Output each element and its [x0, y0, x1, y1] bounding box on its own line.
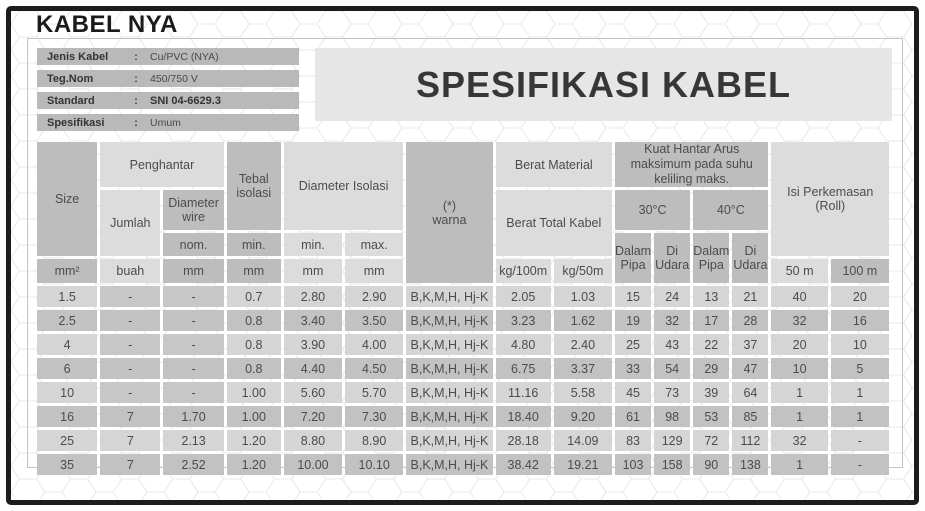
info-label: Standard	[47, 94, 95, 107]
cell-diameter_wire: 2.52	[163, 454, 223, 475]
cell-c40_di_udara: 138	[732, 454, 768, 475]
cell-jumlah: 7	[100, 454, 160, 475]
cell-kg_50m: 1.03	[554, 286, 612, 307]
cell-diameter_isolasi_max: 2.90	[345, 286, 403, 307]
cell-size: 1.5	[37, 286, 97, 307]
col-header-kuat-hantar: Kuat Hantar Arus maksimum pada suhu keliling maks.	[615, 142, 769, 187]
cell-kg_100m: 4.80	[496, 334, 551, 355]
cell-tebal_isolasi_min: 1.00	[227, 406, 281, 427]
cell-diameter_isolasi_min: 2.80	[284, 286, 342, 307]
col-header-40c: 40°C	[693, 190, 768, 230]
cell-c30_di_udara: 158	[654, 454, 690, 475]
col-header-min-dia: min.	[284, 233, 342, 256]
content	[11, 11, 914, 500]
cell-c30_dalam_pipa: 19	[615, 310, 651, 331]
cell-diameter_wire: -	[163, 358, 223, 379]
info-value: 450/750 V	[150, 72, 198, 85]
cell-warna: B,K,M,H, Hj-K	[406, 430, 492, 451]
cell-warna: B,K,M,H, Hj-K	[406, 406, 492, 427]
cell-diameter_isolasi_min: 10.00	[284, 454, 342, 475]
cell-jumlah: -	[100, 286, 160, 307]
cell-jumlah: 7	[100, 406, 160, 427]
cell-roll_50m: 1	[771, 406, 827, 427]
cell-jumlah: -	[100, 382, 160, 403]
cell-roll_50m: 32	[771, 430, 827, 451]
cell-c40_di_udara: 28	[732, 310, 768, 331]
cell-warna: B,K,M,H, Hj-K	[406, 358, 492, 379]
unit-jumlah: buah	[100, 259, 160, 283]
cell-diameter_isolasi_min: 3.90	[284, 334, 342, 355]
cell-size: 6	[37, 358, 97, 379]
cell-c30_di_udara: 32	[654, 310, 690, 331]
cell-c40_di_udara: 112	[732, 430, 768, 451]
cable-info-list	[37, 48, 299, 136]
col-header-isi-perkemasan	[771, 142, 889, 256]
cell-c30_di_udara: 98	[654, 406, 690, 427]
cell-c30_dalam_pipa: 83	[615, 430, 651, 451]
info-row	[37, 92, 299, 109]
cell-size: 16	[37, 406, 97, 427]
info-colon: :	[134, 94, 138, 107]
unit-dia-max: mm	[345, 259, 403, 283]
cell-kg_50m: 2.40	[554, 334, 612, 355]
banner-title: SPESIFIKASI KABEL	[415, 63, 792, 105]
cell-diameter_wire: -	[163, 334, 223, 355]
table-row	[37, 358, 889, 379]
cell-c40_di_udara: 21	[732, 286, 768, 307]
info-row	[37, 48, 299, 65]
unit-tebal: mm	[227, 259, 281, 283]
col-header-berat-material: Berat Material	[496, 142, 612, 187]
cell-size: 4	[37, 334, 97, 355]
spec-table-header	[37, 142, 889, 283]
cell-roll_50m: 1	[771, 382, 827, 403]
cell-diameter_isolasi_max: 4.50	[345, 358, 403, 379]
cell-c40_dalam_pipa: 90	[693, 454, 729, 475]
cell-jumlah: 7	[100, 430, 160, 451]
cell-kg_50m: 14.09	[554, 430, 612, 451]
cell-c40_dalam_pipa: 13	[693, 286, 729, 307]
cell-diameter_wire: 2.13	[163, 430, 223, 451]
cell-kg_100m: 18.40	[496, 406, 551, 427]
table-row	[37, 430, 889, 451]
cell-c30_dalam_pipa: 15	[615, 286, 651, 307]
col-header-30c: 30°C	[615, 190, 690, 230]
cell-diameter_isolasi_min: 7.20	[284, 406, 342, 427]
unit-kg100: kg/100m	[496, 259, 551, 283]
info-colon: :	[134, 50, 138, 63]
cell-size: 2.5	[37, 310, 97, 331]
cell-tebal_isolasi_min: 1.20	[227, 454, 281, 475]
cell-c30_di_udara: 43	[654, 334, 690, 355]
info-row	[37, 70, 299, 87]
isi-perkemasan-label: Isi Perkemasan	[787, 185, 874, 199]
cell-diameter_isolasi_min: 3.40	[284, 310, 342, 331]
table-row	[37, 406, 889, 427]
cell-c40_dalam_pipa: 39	[693, 382, 729, 403]
cell-kg_100m: 6.75	[496, 358, 551, 379]
table-row	[37, 286, 889, 307]
cell-diameter_isolasi_max: 3.50	[345, 310, 403, 331]
cell-c30_di_udara: 54	[654, 358, 690, 379]
cell-diameter_isolasi_max: 10.10	[345, 454, 403, 475]
cell-diameter_isolasi_max: 8.90	[345, 430, 403, 451]
cell-roll_50m: 32	[771, 310, 827, 331]
info-colon: :	[134, 116, 138, 129]
cell-c40_di_udara: 47	[732, 358, 768, 379]
table-row	[37, 454, 889, 475]
info-label: Teg.Nom	[47, 72, 94, 85]
cell-roll_100m: 5	[831, 358, 889, 379]
col-header-warna	[406, 142, 492, 283]
cell-size: 35	[37, 454, 97, 475]
col-header-diameter-isolasi: Diameter Isolasi	[284, 142, 403, 230]
cell-tebal_isolasi_min: 1.20	[227, 430, 281, 451]
cell-c40_dalam_pipa: 29	[693, 358, 729, 379]
cell-roll_100m: 10	[831, 334, 889, 355]
outer-frame	[6, 6, 919, 505]
cell-diameter_wire: -	[163, 286, 223, 307]
cell-c40_di_udara: 64	[732, 382, 768, 403]
cell-kg_100m: 28.18	[496, 430, 551, 451]
cell-kg_100m: 3.23	[496, 310, 551, 331]
cell-diameter_isolasi_max: 5.70	[345, 382, 403, 403]
cell-diameter_isolasi_min: 5.60	[284, 382, 342, 403]
cell-diameter_wire: 1.70	[163, 406, 223, 427]
cell-c40_dalam_pipa: 53	[693, 406, 729, 427]
cell-warna: B,K,M,H, Hj-K	[406, 334, 492, 355]
cell-roll_100m: 1	[831, 406, 889, 427]
cell-c30_dalam_pipa: 33	[615, 358, 651, 379]
col-header-tebal-isolasi: Tebal isolasi	[227, 142, 281, 230]
col-header-nom: nom.	[163, 233, 223, 256]
unit-dia-min: mm	[284, 259, 342, 283]
cell-c30_di_udara: 129	[654, 430, 690, 451]
cell-jumlah: -	[100, 358, 160, 379]
cell-kg_50m: 19.21	[554, 454, 612, 475]
cell-kg_100m: 38.42	[496, 454, 551, 475]
cell-jumlah: -	[100, 334, 160, 355]
cell-warna: B,K,M,H, Hj-K	[406, 310, 492, 331]
col-header-diameter-wire: Diameter wire	[163, 190, 223, 230]
banner	[315, 48, 892, 121]
cell-jumlah: -	[100, 310, 160, 331]
col-header-size: Size	[37, 142, 97, 256]
unit-100m: 100 m	[831, 259, 889, 283]
cell-c40_dalam_pipa: 72	[693, 430, 729, 451]
cell-roll_100m: 20	[831, 286, 889, 307]
cell-kg_100m: 2.05	[496, 286, 551, 307]
cell-roll_100m: -	[831, 430, 889, 451]
cell-diameter_wire: -	[163, 382, 223, 403]
col-header-40c-di-udara: Di Udara	[732, 233, 768, 283]
cell-roll_50m: 10	[771, 358, 827, 379]
col-header-jumlah: Jumlah	[100, 190, 160, 256]
cell-tebal_isolasi_min: 0.8	[227, 358, 281, 379]
info-label: Jenis Kabel	[47, 50, 109, 63]
col-header-max-dia: max.	[345, 233, 403, 256]
cell-warna: B,K,M,H, Hj-K	[406, 454, 492, 475]
cell-diameter_isolasi_max: 4.00	[345, 334, 403, 355]
info-value: Cu/PVC (NYA)	[150, 50, 219, 63]
cell-warna: B,K,M,H, Hj-K	[406, 286, 492, 307]
info-label: Spesifikasi	[47, 116, 105, 129]
cell-kg_50m: 9.20	[554, 406, 612, 427]
page-title: KABEL NYA	[36, 11, 178, 38]
warna-label: warna	[432, 212, 467, 227]
cell-tebal_isolasi_min: 0.7	[227, 286, 281, 307]
cell-kg_50m: 3.37	[554, 358, 612, 379]
table-row	[37, 310, 889, 331]
cell-roll_50m: 20	[771, 334, 827, 355]
col-header-berat-total: Berat Total Kabel	[496, 190, 612, 256]
info-row	[37, 114, 299, 131]
cell-warna: B,K,M,H, Hj-K	[406, 382, 492, 403]
cell-diameter_isolasi_min: 4.40	[284, 358, 342, 379]
unit-diameter-wire: mm	[163, 259, 223, 283]
cell-roll_100m: 1	[831, 382, 889, 403]
col-header-40c-dalam-pipa: Dalam Pipa	[693, 233, 729, 283]
cell-c30_dalam_pipa: 25	[615, 334, 651, 355]
unit-50m: 50 m	[771, 259, 827, 283]
cell-c30_dalam_pipa: 61	[615, 406, 651, 427]
info-colon: :	[134, 72, 138, 85]
cell-tebal_isolasi_min: 1.00	[227, 382, 281, 403]
cell-roll_50m: 40	[771, 286, 827, 307]
col-header-30c-dalam-pipa: Dalam Pipa	[615, 233, 651, 283]
roll-label: (Roll)	[815, 199, 846, 213]
spec-panel	[27, 38, 903, 472]
cell-kg_100m: 11.16	[496, 382, 551, 403]
spec-table-body	[37, 286, 889, 475]
table-row	[37, 382, 889, 403]
unit-kg50: kg/50m	[554, 259, 612, 283]
cell-c40_di_udara: 37	[732, 334, 768, 355]
cell-roll_50m: 1	[771, 454, 827, 475]
cell-c30_di_udara: 73	[654, 382, 690, 403]
cell-tebal_isolasi_min: 0.8	[227, 310, 281, 331]
cell-tebal_isolasi_min: 0.8	[227, 334, 281, 355]
cell-c30_dalam_pipa: 45	[615, 382, 651, 403]
col-header-penghantar: Penghantar	[100, 142, 223, 187]
cell-c30_di_udara: 24	[654, 286, 690, 307]
col-header-min-tebal: min.	[227, 233, 281, 256]
cell-c40_dalam_pipa: 22	[693, 334, 729, 355]
cell-size: 25	[37, 430, 97, 451]
table-row	[37, 334, 889, 355]
cell-diameter_wire: -	[163, 310, 223, 331]
cell-diameter_isolasi_max: 7.30	[345, 406, 403, 427]
cell-size: 10	[37, 382, 97, 403]
cell-c40_dalam_pipa: 17	[693, 310, 729, 331]
unit-size: mm²	[37, 259, 97, 283]
cell-roll_100m: 16	[831, 310, 889, 331]
cell-kg_50m: 5.58	[554, 382, 612, 403]
col-header-30c-di-udara: Di Udara	[654, 233, 690, 283]
warna-mark: (*)	[442, 198, 457, 213]
info-value: SNI 04-6629.3	[150, 94, 221, 107]
cell-c30_dalam_pipa: 103	[615, 454, 651, 475]
cell-c40_di_udara: 85	[732, 406, 768, 427]
cell-diameter_isolasi_min: 8.80	[284, 430, 342, 451]
spec-table	[34, 139, 892, 478]
info-value: Umum	[150, 116, 181, 129]
cell-kg_50m: 1.62	[554, 310, 612, 331]
cell-roll_100m: -	[831, 454, 889, 475]
